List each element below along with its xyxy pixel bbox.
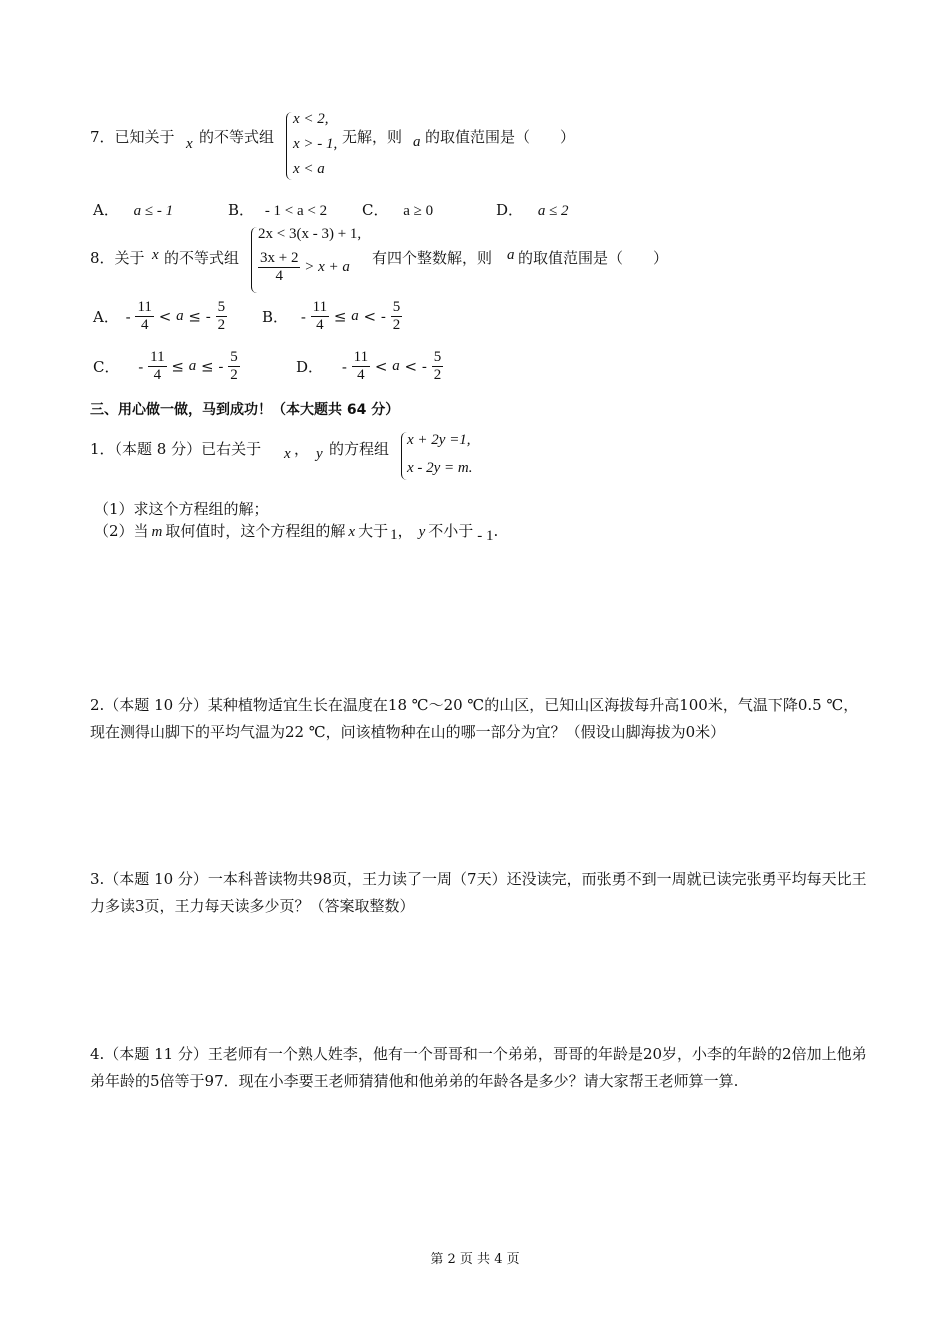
q8-option-b-frac2 (391, 299, 403, 334)
q7-option-d-expr: a ≤ 2 (537, 203, 569, 219)
q8-pre: 关于 (114, 249, 145, 267)
q8-mid: 的不等式组 (164, 249, 240, 267)
p1-head: 1．（本题 8 分）已右关于 (90, 440, 262, 458)
q8-option-c-n2: 5 (230, 349, 238, 365)
q8-option-c (93, 349, 240, 384)
q7-post1: 无解，则 (342, 128, 403, 146)
p1-sub2-one: 1 (390, 527, 398, 543)
q7-option-b (228, 199, 327, 220)
p1-sub2-b: 取何值时，这个方程组的解 (165, 522, 346, 540)
q8-stem (90, 247, 145, 268)
q8-option-b-var: a (351, 308, 359, 324)
q8-option-a-rel1: < (158, 307, 172, 326)
q8-option-b-rel2: < (363, 307, 377, 326)
q8-var-x: x (152, 247, 159, 263)
q8-option-d-frac2 (432, 349, 444, 384)
p1-var-x: x (284, 446, 291, 462)
p1-var-y: y (316, 446, 323, 462)
q7-option-c-expr: a ≥ 0 (403, 203, 434, 219)
q8-option-d-frac1 (352, 349, 370, 384)
q7-option-a (93, 199, 173, 220)
q8-option-c-sign1: - (138, 357, 144, 376)
q7-option-d-label: D． (496, 201, 524, 219)
q8-option-b (262, 299, 402, 334)
q8-option-a-n2: 5 (217, 299, 226, 315)
q8-option-a-var: a (176, 308, 184, 324)
q8-option-d-n1: 11 (353, 349, 369, 365)
q8-line2-rest: > x + a (304, 258, 350, 275)
q8-option-b-n2: 5 (392, 299, 401, 315)
q7-option-a-label: A． (93, 201, 119, 219)
q8-brace (251, 227, 258, 293)
q8-option-d-sign2: - (421, 357, 427, 376)
q8-sys-line1: 2x < 3(x - 3) + 1, (258, 226, 362, 242)
q8-number: 8． (90, 249, 115, 267)
q7-sys-line3: x < a (293, 161, 325, 177)
q8-option-c-frac1 (148, 349, 166, 384)
q8-option-c-d1: 4 (148, 366, 166, 384)
q8-option-b-d1: 4 (311, 316, 329, 334)
q7-option-d (496, 199, 569, 220)
q8-option-a-frac2 (216, 299, 228, 334)
q8-option-c-sign2: - (218, 357, 224, 376)
q8-option-a (93, 299, 227, 334)
p1-mid: 的方程组 (329, 440, 390, 458)
q7-stem (90, 126, 175, 147)
section3-title: 三、用心做一做，马到成功！（本大题共 64 分） (90, 402, 400, 418)
q8-var-a: a (507, 247, 515, 263)
q8-frac-num: 3x + 2 (260, 250, 299, 266)
p3-text: 3.（本题 10 分）一本科普读物共98页，王力读了一周（7天）还没读完，而张勇不到一周就已读完张勇平均每天比王力多读3页，王力每天读多少页？（答案取整数） (90, 870, 867, 915)
q8-option-a-d2: 2 (217, 317, 226, 333)
q8-option-c-label: C． (93, 358, 120, 376)
q8-option-a-frac1 (135, 299, 153, 334)
q8-option-d-label: D． (296, 358, 324, 376)
q8-post2: 的取值范围是（ ） (518, 249, 669, 267)
q8-option-c-var: a (188, 358, 197, 374)
p1-sub2-x: x (348, 524, 356, 540)
p4-text: 4.（本题 11 分）王老师有一个熟人姓李，他有一个哥哥和一个弟弟，哥哥的年龄是20岁，小李的年龄的2倍加上他弟弟年龄的5倍等于97．现在小李要王老师猜猜他和他弟弟的年龄各是多少？请大家帮王老师算一算. (90, 1045, 867, 1090)
q8-option-d-rel1: < (374, 357, 388, 376)
q7-option-a-expr: a ≤ - 1 (133, 203, 174, 219)
page-footer: 第 2 页 共 4 页 (430, 1252, 520, 1267)
q8-option-b-sign1: - (300, 307, 306, 326)
p1-sub2-e: 不小于 (428, 522, 474, 540)
q8-option-b-d2: 2 (392, 317, 401, 333)
p1-sub2-a: （2）当 (94, 522, 149, 540)
q8-option-b-rel1: ≤ (333, 307, 347, 326)
q7-pre: 已知关于 (114, 128, 175, 146)
p1-sub2-y: y (418, 524, 426, 540)
q8-option-d-var: a (392, 358, 400, 374)
q7-option-b-label: B． (228, 201, 255, 219)
p1-sub2-f: . (493, 522, 499, 540)
p1-sub2-neg1: - 1 (477, 528, 494, 544)
p1-sub1: （1）求这个方程组的解； (94, 500, 269, 518)
q8-option-a-d1: 4 (135, 316, 153, 334)
q8-option-d-sign1: - (341, 357, 347, 376)
p1-sub2 (94, 520, 499, 544)
q8-option-a-n1: 11 (137, 299, 152, 315)
q8-option-b-n1: 11 (312, 299, 328, 315)
q8-option-d (296, 349, 443, 384)
q8-option-c-rel1: ≤ (171, 357, 184, 376)
p1-sys-line1: x + 2y =1, (407, 432, 471, 448)
p1-sub2-m: m (151, 524, 163, 540)
q8-option-d-d2: 2 (433, 367, 442, 383)
q8-option-a-label: A． (93, 308, 119, 326)
p1-sub2-d: ， (397, 522, 413, 540)
q7-option-c-label: C． (362, 201, 389, 219)
q7-option-c (362, 199, 433, 220)
q8-post1: 有四个整数解，则 (372, 249, 493, 267)
q8-option-b-sign2: - (380, 307, 386, 326)
q8-fraction (258, 250, 300, 285)
q7-sys-line1: x < 2, (293, 111, 329, 127)
p1-sub2-c: 大于 (358, 522, 389, 540)
q8-option-c-rel2: ≤ (201, 357, 214, 376)
q8-option-d-n2: 5 (433, 349, 442, 365)
q8-option-c-n1: 11 (150, 349, 165, 365)
q8-option-c-frac2 (228, 349, 240, 384)
q8-frac-den: 4 (275, 268, 283, 284)
q7-var-x: x (186, 136, 193, 152)
q7-brace (286, 112, 293, 180)
q8-option-a-sign2: - (205, 307, 211, 326)
q7-var-a: a (413, 134, 421, 150)
q8-option-b-label: B． (262, 308, 289, 326)
q7-option-b-expr: - 1 < a < 2 (264, 203, 328, 219)
q7-post2: 的取值范围是（ ） (425, 128, 576, 146)
q8-option-d-d1: 4 (352, 366, 370, 384)
q8-option-a-sign1: - (125, 307, 131, 326)
q8-sys-line2 (258, 250, 350, 285)
q8-option-d-rel2: < (404, 357, 418, 376)
q7-mid: 的不等式组 (199, 128, 275, 146)
q8-option-a-rel2: ≤ (188, 307, 201, 326)
q7-number: 7． (90, 128, 115, 146)
q8-option-b-frac1 (311, 299, 329, 334)
q8-option-c-d2: 2 (230, 367, 238, 383)
p1-sys-line2: x - 2y = m. (407, 460, 473, 476)
q7-sys-line2: x > - 1, (293, 136, 338, 152)
p2-text: 2.（本题 10 分）某种植物适宜生长在温度在18 ℃～20 ℃的山区，已知山区海拔每升高100米，气温下降0.5 ℃，现在测得山脚下的平均气温为22 ℃，问该植物种在山的哪一部分为宜？（假设山脚海拔为0米） (90, 696, 859, 741)
p1-comma: ， (294, 440, 310, 458)
